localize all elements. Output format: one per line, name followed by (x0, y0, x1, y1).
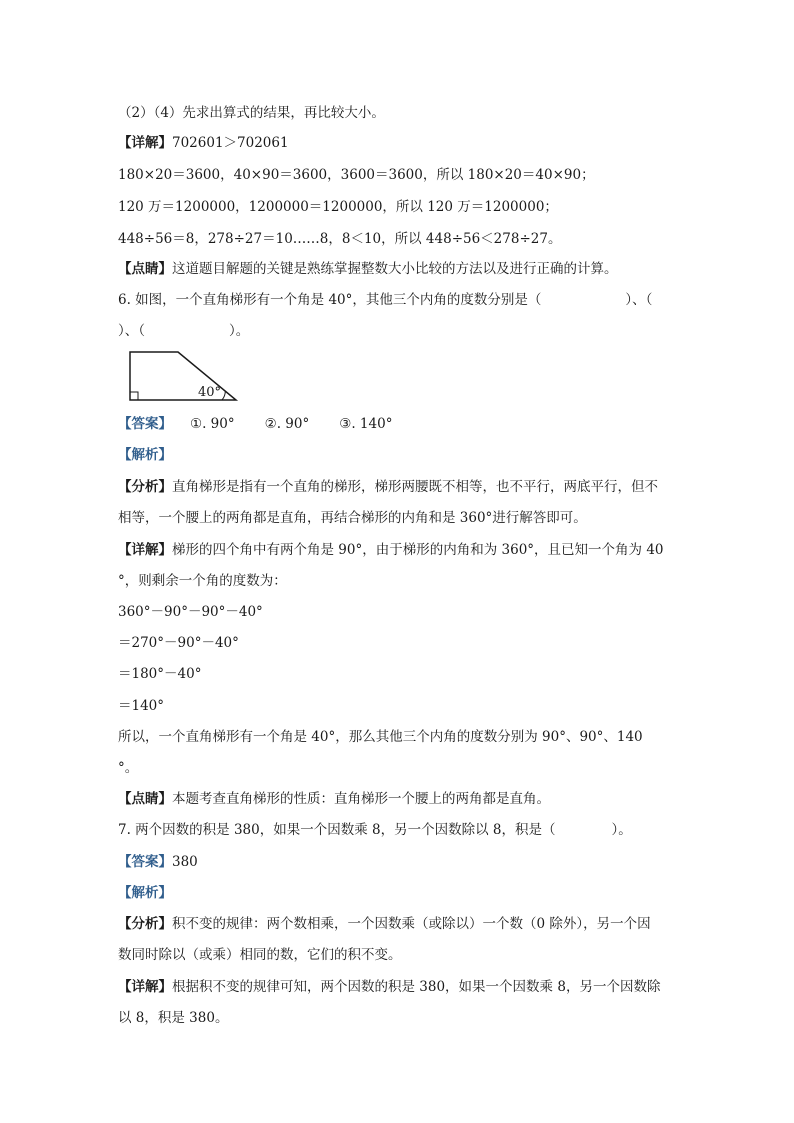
detail-text: °，则剩余一个角的度数为： (118, 573, 287, 589)
hint-line (118, 104, 385, 122)
q6-conclusion-line-1 (118, 728, 643, 746)
q6-conclusion-line-2 (118, 759, 138, 777)
point-tag: 【点睛】 (118, 791, 172, 807)
point-line (118, 260, 618, 278)
q6-blank-end: ）。 (229, 323, 250, 339)
q6-calc-line-4 (118, 697, 164, 715)
q7-fenxi-line-2 (118, 946, 402, 964)
q6-detail-line-2 (118, 572, 287, 590)
fenxi-tag: 【分析】 (118, 916, 172, 932)
point-tag: 【点睛】 (118, 261, 172, 277)
q6-question-line-1 (118, 291, 652, 309)
point-text: 这道题目解题的关键是熟练掌握整数大小比较的方法以及进行正确的计算。 (172, 261, 618, 277)
detail-text: 根据积不变的规律可知，两个因数的积是 380，如果一个因数乘 8，另一个因数除 (172, 979, 661, 995)
q6-question-text: 6. 如图，一个直角梯形有一个角是 40°，其他三个内角的度数分别是（ (118, 292, 542, 308)
detail-line-2 (118, 166, 595, 184)
detail-tag: 【详解】 (118, 542, 172, 558)
answer-item: ①. 90° (190, 416, 235, 432)
calc-step: ＝270°－90°－40° (118, 635, 239, 651)
q6-answer-line (118, 415, 392, 433)
analysis-tag: 【解析】 (118, 447, 172, 463)
q6-analysis-line (118, 446, 172, 464)
detail-text: 702601＞702061 (172, 135, 289, 151)
q7-blank-end: ）。 (611, 822, 632, 838)
angle-arc (222, 391, 225, 400)
right-angle-mark (130, 392, 138, 400)
answer-item: 380 (172, 854, 198, 870)
conclusion-text: 所以，一个直角梯形有一个角是 40°，那么其他三个内角的度数分别为 90°、90°、140 (118, 729, 643, 745)
fenxi-text: 直角梯形是指有一个直角的梯形，梯形两腰既不相等，也不平行，两底平行，但不 (172, 479, 658, 495)
q7-fenxi-line-1 (118, 915, 651, 933)
detail-line-3 (118, 198, 558, 216)
answer-item: ②. 90° (264, 416, 310, 432)
detail-line-1 (118, 134, 289, 152)
answer-item: ③. 140° (339, 416, 393, 432)
detail-text: 180×20＝3600，40×90＝3600，3600＝3600，所以 180×20＝40×90； (118, 167, 595, 183)
angle-label: 40° (198, 385, 222, 400)
conclusion-text: °。 (118, 760, 139, 776)
q7-question-text: 7. 两个因数的积是 380，如果一个因数乘 8，另一个因数除以 8，积是（ (118, 822, 556, 838)
hint-text: （2）（4）先求出算式的结果，再比较大小。 (118, 105, 385, 121)
fenxi-text: 积不变的规律：两个数相乘，一个因数乘（或除以）一个数（0 除外），另一个因 (172, 916, 651, 932)
calc-step: ＝140° (118, 698, 165, 714)
fenxi-text: 数同时除以（或乘）相同的数，它们的积不变。 (118, 947, 402, 963)
q7-analysis-line (118, 884, 172, 902)
answer-tag: 【答案】 (118, 854, 172, 870)
analysis-tag: 【解析】 (118, 885, 172, 901)
fenxi-text: 相等，一个腰上的两角都是直角，再结合梯形的内角和是 360°进行解答即可。 (118, 510, 587, 526)
q7-question-line (118, 821, 632, 839)
q6-fenxi-line-2 (118, 509, 587, 527)
detail-text: 梯形的四个角中有两个角是 90°，由于梯形的内角和为 360°，且已知一个角为 40 (172, 542, 664, 558)
q6-point-line (118, 790, 550, 808)
trapezoid-figure (118, 344, 248, 408)
q6-calc-line-3 (118, 665, 201, 683)
detail-text: 120 万＝1200000，1200000＝1200000，所以 120 万＝1200000； (118, 199, 558, 215)
calc-step: ＝180°－40° (118, 666, 202, 682)
calc-step: 360°－90°－90°－40° (118, 604, 263, 620)
q6-blank-separator: ）、（ (625, 292, 653, 308)
q6-detail-line-1 (118, 541, 664, 559)
detail-text: 以 8，积是 380。 (118, 1010, 229, 1026)
q6-blank-separator: ）、（ (118, 323, 145, 339)
q6-fenxi-line-1 (118, 478, 658, 496)
q6-calc-line-2 (118, 634, 239, 652)
q7-answer-line (118, 853, 198, 871)
detail-line-4 (118, 230, 561, 248)
answer-tag: 【答案】 (118, 416, 172, 432)
q7-detail-line-2 (118, 1009, 228, 1027)
q6-question-line-2 (118, 322, 249, 340)
q6-calc-line-1 (118, 603, 263, 621)
point-text: 本题考查直角梯形的性质：直角梯形一个腰上的两角都是直角。 (172, 791, 550, 807)
detail-text: 448÷56＝8，278÷27＝10……8，8＜10，所以 448÷56＜278÷27。 (118, 231, 562, 247)
fenxi-tag: 【分析】 (118, 479, 172, 495)
detail-tag: 【详解】 (118, 135, 172, 151)
detail-tag: 【详解】 (118, 979, 172, 995)
q7-detail-line-1 (118, 978, 660, 996)
